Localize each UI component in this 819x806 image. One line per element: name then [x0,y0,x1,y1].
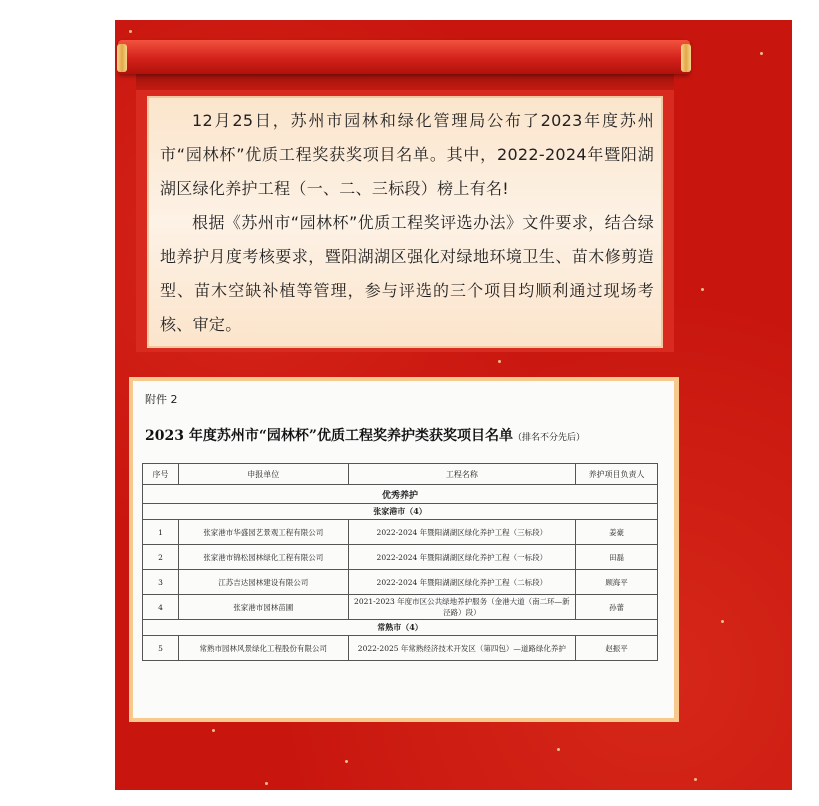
category-label: 优秀养护 [143,485,658,504]
row-no: 5 [143,636,179,661]
table-row [143,545,658,570]
row-no: 1 [143,520,179,545]
scroll-cap-left [117,44,127,72]
sparkle-decoration [557,748,560,751]
row-project: 2022-2024 年暨阳湖湖区绿化养护工程（三标段） [348,520,576,545]
sparkle-decoration [265,782,268,785]
table-row [143,520,658,545]
award-document-image [133,381,674,718]
category-row [143,485,658,504]
row-unit: 张家港市锦松园林绿化工程有限公司 [178,545,348,570]
row-no: 3 [143,570,179,595]
article-paragraph-1: 12月25日，苏州市园林和绿化管理局公布了2023年度苏州市“园林杯”优质工程奖获奖项目名单。其中，2022-2024年暨阳湖湖区绿化养护工程（一、二、三标段）榜上有名! [160,111,654,198]
document-title-note: （排名不分先后） [512,433,585,443]
row-unit: 江苏吉达园林建设有限公司 [178,570,348,595]
article-paragraph-2: 根据《苏州市“园林杯”优质工程奖评选办法》文件要求，结合绿地养护月度考核要求，暨阳湖湖区强化对绿地环境卫生、苗木修剪造型、苗木空缺补植等管理，参与评选的三个项目均顺利通过现场考核、审定。 [160,213,654,334]
sparkle-decoration [212,729,215,732]
scroll-rod [118,40,690,74]
row-leader: 顾海平 [576,570,658,595]
attachment-label: 附件 2 [145,393,178,406]
row-project: 2022-2024 年暨阳湖湖区绿化养护工程（二标段） [348,570,576,595]
header-leader: 养护项目负责人 [576,464,658,485]
table-row [143,636,658,661]
sparkle-decoration [498,360,501,363]
row-unit: 张家港市华盛园艺景观工程有限公司 [178,520,348,545]
header-project: 工程名称 [348,464,576,485]
sparkle-decoration [694,778,697,781]
document-title-text: 2023 年度苏州市“园林杯”优质工程奖养护类获奖项目名单 [145,428,513,444]
row-leader: 孙蕾 [576,595,658,620]
sparkle-decoration [721,620,724,623]
table-row [143,595,658,620]
city-row [143,504,658,520]
row-leader: 姜豪 [576,520,658,545]
city-row [143,620,658,636]
row-unit: 常熟市园林风景绿化工程股份有限公司 [178,636,348,661]
table-header-row [143,464,658,485]
row-project: 2021-2023 年度市区公共绿地养护服务（金港大道（南二环—新泾路）段） [348,595,576,620]
row-leader: 赵振平 [576,636,658,661]
city-label: 张家港市（4） [143,504,658,520]
header-no: 序号 [143,464,179,485]
sparkle-decoration [129,30,132,33]
sparkle-decoration [701,288,704,291]
award-table [142,463,658,661]
row-leader: 田磊 [576,545,658,570]
row-project: 2022-2025 年常熟经济技术开发区（第四包）—道路绿化养护 [348,636,576,661]
row-no: 4 [143,595,179,620]
sparkle-decoration [345,760,348,763]
scroll-cap-right [681,44,691,72]
sparkle-decoration [760,52,763,55]
document-title [145,425,585,445]
city-label: 常熟市（4） [143,620,658,636]
row-unit: 张家港市园林苗圃 [178,595,348,620]
row-project: 2022-2024 年暨阳湖湖区绿化养护工程（一标段） [348,545,576,570]
table-row [143,570,658,595]
row-no: 2 [143,545,179,570]
header-unit: 申报单位 [178,464,348,485]
